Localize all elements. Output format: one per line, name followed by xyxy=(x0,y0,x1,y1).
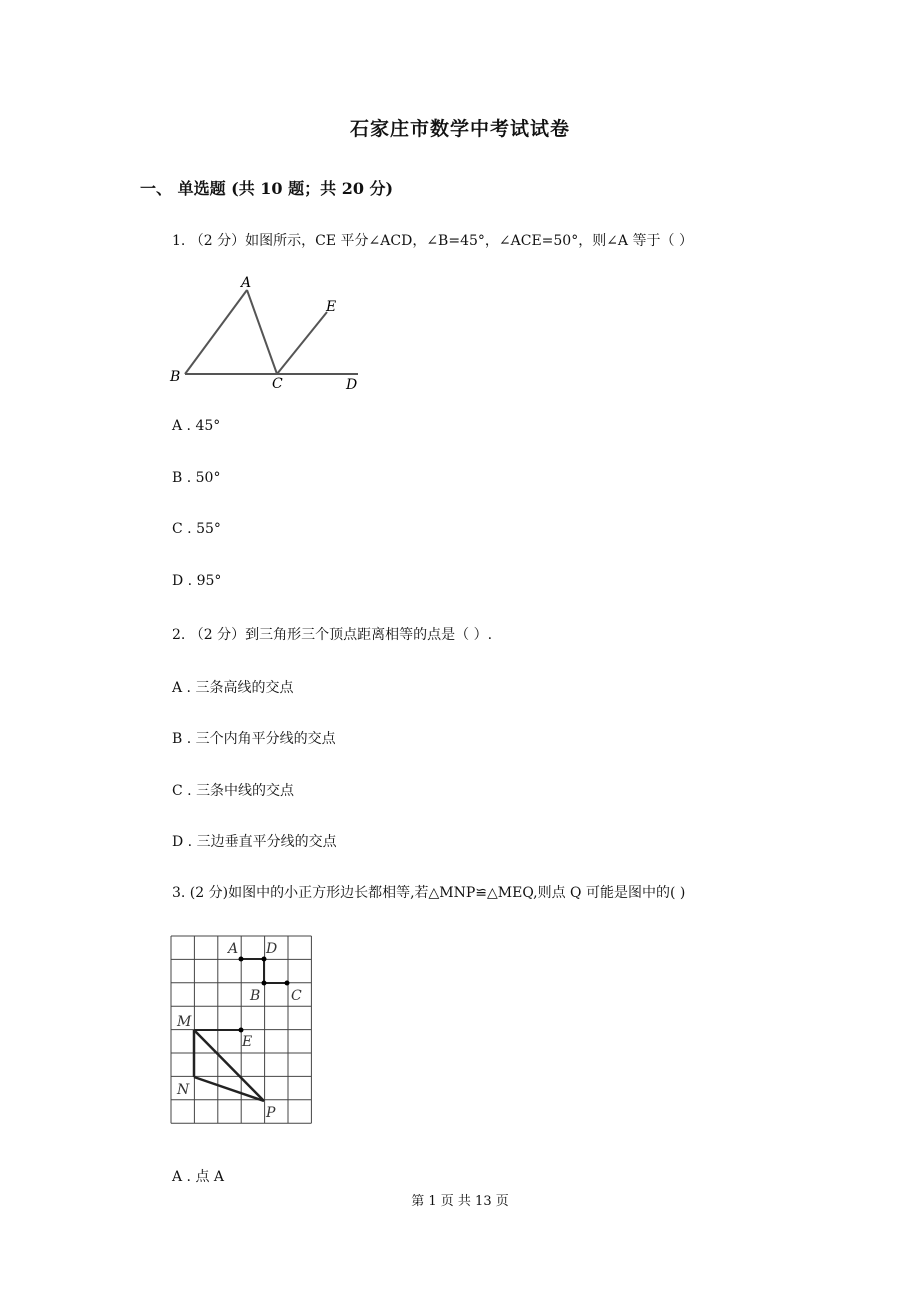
question-2-option-d[interactable]: D . 三边垂直平分线的交点 xyxy=(172,834,337,850)
question-1-option-b[interactable]: B . 50° xyxy=(172,470,221,486)
point-b xyxy=(262,981,267,986)
question-1-figure xyxy=(160,270,370,395)
point-c xyxy=(285,981,290,986)
point-e xyxy=(239,1028,244,1033)
grid-label-e: E xyxy=(242,1034,253,1050)
question-1-option-c[interactable]: C . 55° xyxy=(172,521,221,537)
segment-mp xyxy=(194,1030,264,1101)
grid-label-n: N xyxy=(177,1082,190,1098)
point-label-d: D xyxy=(346,377,358,393)
point-d xyxy=(262,957,267,962)
question-1-option-d[interactable]: D . 95° xyxy=(172,573,222,589)
question-2-stem: 2. （2 分）到三角形三个顶点距离相等的点是（ ）. xyxy=(172,627,493,643)
line-ab xyxy=(185,290,247,374)
page-title: 石家庄市数学中考试试卷 xyxy=(349,118,570,140)
section-heading: 一、 单选题 (共 10 题；共 20 分) xyxy=(140,179,394,198)
page-footer: 第 1 页 共 13 页 xyxy=(411,1194,509,1209)
point-label-b: B xyxy=(170,369,181,385)
grid-label-a: A xyxy=(228,941,239,957)
grid-label-m: M xyxy=(177,1014,192,1030)
question-1-option-a[interactable]: A . 45° xyxy=(172,418,221,434)
question-2-option-a[interactable]: A . 三条高线的交点 xyxy=(172,680,294,696)
grid-label-c: C xyxy=(291,988,302,1004)
question-2-option-c[interactable]: C . 三条中线的交点 xyxy=(172,783,295,799)
line-ce xyxy=(277,312,327,374)
grid-label-p: P xyxy=(266,1105,276,1121)
question-3-option-a[interactable]: A . 点 A xyxy=(172,1169,225,1185)
line-ac xyxy=(247,290,277,374)
point-label-e: E xyxy=(326,299,337,315)
question-3-grid-figure xyxy=(165,930,325,1130)
question-1-stem: 1. （2 分）如图所示，CE 平分∠ACD，∠B=45°，∠ACE=50°，则∠A 等于（ ） xyxy=(172,233,693,249)
question-3-stem: 3. (2 分)如图中的小正方形边长都相等,若△MNP≌△MEQ,则点 Q 可能是图中的( ) xyxy=(172,885,686,901)
grid-label-d: D xyxy=(266,941,278,957)
point-label-c: C xyxy=(272,376,283,392)
point-label-a: A xyxy=(241,275,252,291)
question-2-option-b[interactable]: B . 三个内角平分线的交点 xyxy=(172,731,336,747)
grid-label-b: B xyxy=(250,988,261,1004)
point-a xyxy=(239,957,244,962)
